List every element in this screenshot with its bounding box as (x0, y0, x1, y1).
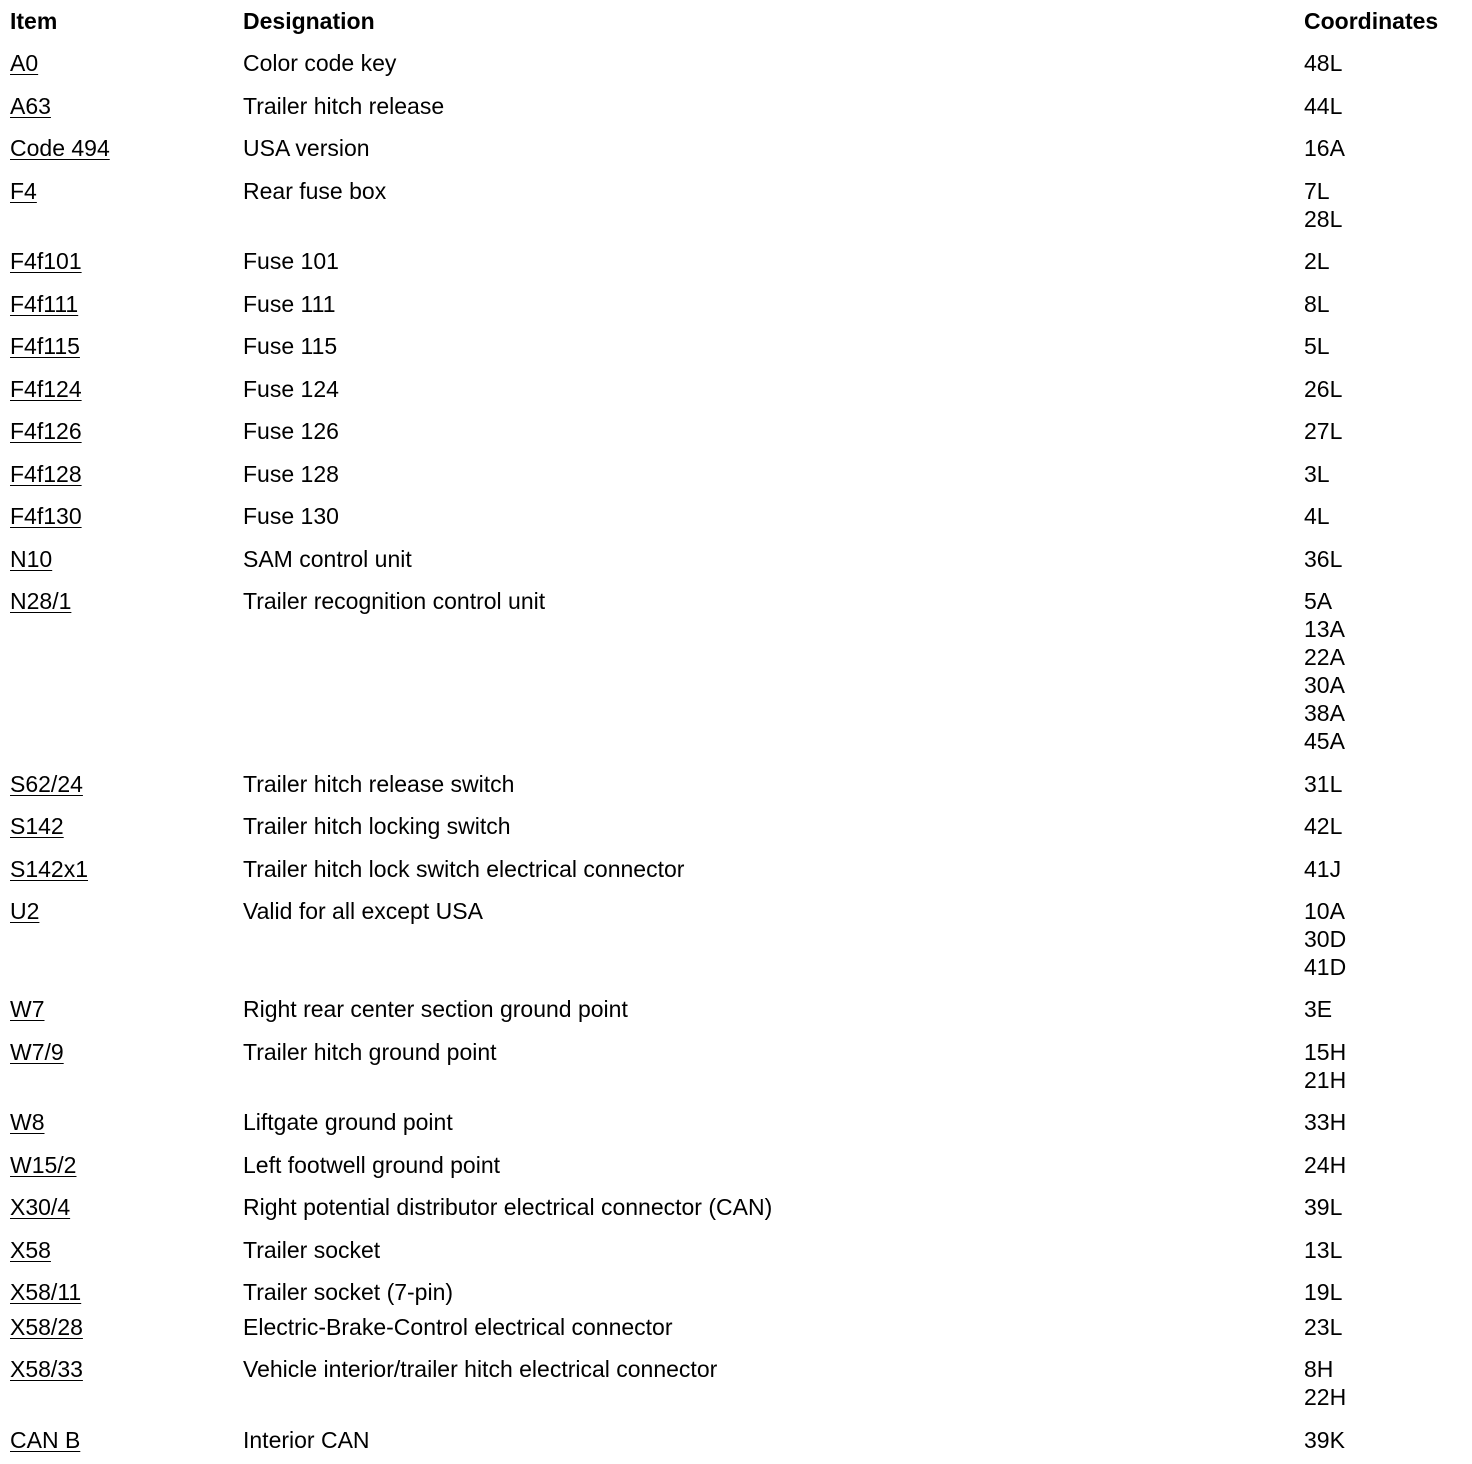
coordinates-cell (1304, 1108, 1346, 1136)
designation-text: Fuse 130 (243, 503, 339, 529)
item-link[interactable]: W7 (10, 996, 45, 1022)
coordinate-value: 22H (1304, 1384, 1347, 1410)
item-link[interactable]: X58/33 (10, 1356, 83, 1382)
coordinates-cell (1304, 770, 1342, 798)
designation-text: Trailer hitch lock switch electrical connector (243, 856, 685, 882)
item-link[interactable]: W8 (10, 1109, 45, 1135)
coordinate-value: 4L (1304, 503, 1330, 529)
designation-text: Interior CAN (243, 1427, 370, 1453)
designation-text: Trailer hitch ground point (243, 1039, 497, 1065)
coordinate-value: 45A (1304, 728, 1345, 754)
designation-text: Fuse 101 (243, 248, 339, 274)
item-link[interactable]: F4f128 (10, 461, 82, 487)
coordinate-value: 27L (1304, 418, 1343, 444)
item-link[interactable]: X58 (10, 1237, 51, 1263)
coordinate-value: 8L (1304, 291, 1330, 317)
coordinate-value: 8H (1304, 1356, 1334, 1382)
coordinate-value: 5L (1304, 333, 1330, 359)
coordinates-cell (1304, 587, 1345, 755)
coordinate-value: 3L (1304, 461, 1330, 487)
coordinates-cell (1304, 332, 1330, 360)
coordinate-value: 30D (1304, 926, 1347, 952)
coordinate-value: 38A (1304, 700, 1345, 726)
item-link[interactable]: W15/2 (10, 1152, 77, 1178)
coordinate-value: 44L (1304, 93, 1343, 119)
coordinate-value: 42L (1304, 813, 1343, 839)
coordinates-cell (1304, 1038, 1346, 1094)
coordinate-value: 41D (1304, 954, 1347, 980)
coordinate-value: 22A (1304, 644, 1345, 670)
designation-text: Trailer socket (7-pin) (243, 1279, 454, 1305)
designation-text: Trailer hitch release (243, 93, 445, 119)
coordinates-cell (1304, 375, 1342, 403)
designation-text: Electric-Brake-Control electrical connector (243, 1314, 673, 1340)
item-link[interactable]: F4f130 (10, 503, 82, 529)
designation-text: USA version (243, 135, 370, 161)
coordinate-value: 21H (1304, 1067, 1347, 1093)
coordinate-value: 19L (1304, 1279, 1343, 1305)
designation-text: Fuse 111 (243, 291, 336, 317)
coordinates-cell (1304, 1278, 1342, 1306)
designation-text: Trailer socket (243, 1237, 381, 1263)
designation-text: Valid for all except USA (243, 898, 483, 924)
item-link[interactable]: U2 (10, 898, 40, 924)
coordinate-value: 39L (1304, 1194, 1343, 1220)
coordinate-value: 48L (1304, 50, 1343, 76)
coordinates-cell (1304, 502, 1330, 530)
coordinates-cell (1304, 49, 1342, 77)
item-link[interactable]: A0 (10, 50, 39, 76)
coordinate-value: 7L (1304, 178, 1330, 204)
item-link[interactable]: F4f111 (10, 291, 79, 317)
coordinate-value: 26L (1304, 376, 1343, 402)
designation-text: Vehicle interior/trailer hitch electrical connector (243, 1356, 718, 1382)
item-link[interactable]: X58/28 (10, 1314, 83, 1340)
coordinate-value: 28L (1304, 206, 1343, 232)
item-link[interactable]: CAN B (10, 1427, 81, 1453)
item-link[interactable]: F4f115 (10, 333, 80, 359)
item-link[interactable]: S62/24 (10, 771, 83, 797)
coordinate-value: 15H (1304, 1039, 1347, 1065)
coordinates-cell (1304, 1151, 1346, 1179)
coordinate-value: 16A (1304, 135, 1345, 161)
item-link[interactable]: N28/1 (10, 588, 72, 614)
designation-text: Left footwell ground point (243, 1152, 501, 1178)
item-link[interactable]: W7/9 (10, 1039, 64, 1065)
header-item: Item (10, 8, 58, 34)
designation-text: SAM control unit (243, 546, 412, 572)
designation-text: Trailer hitch release switch (243, 771, 515, 797)
coordinate-value: 31L (1304, 771, 1343, 797)
coordinate-value: 30A (1304, 672, 1345, 698)
designation-text: Trailer hitch locking switch (243, 813, 511, 839)
coordinates-cell (1304, 897, 1346, 981)
coordinate-value: 5A (1304, 588, 1333, 614)
coordinate-value: 36L (1304, 546, 1343, 572)
designation-text: Trailer recognition control unit (243, 588, 546, 614)
designation-text: Right potential distributor electrical connector (CAN) (243, 1194, 773, 1220)
item-link[interactable]: F4f126 (10, 418, 82, 444)
coordinates-cell (1304, 855, 1341, 883)
coordinate-value: 39K (1304, 1427, 1345, 1453)
coordinates-cell (1304, 1426, 1345, 1454)
header-designation: Designation (243, 8, 375, 34)
coordinates-cell (1304, 1193, 1342, 1221)
coordinates-cell (1304, 545, 1342, 573)
item-link[interactable]: F4f124 (10, 376, 82, 402)
coordinates-cell (1304, 177, 1342, 233)
coordinates-cell (1304, 92, 1342, 120)
designation-text: Rear fuse box (243, 178, 387, 204)
item-link[interactable]: F4f101 (10, 248, 82, 274)
item-link[interactable]: X30/4 (10, 1194, 71, 1220)
designation-text: Fuse 115 (243, 333, 338, 359)
item-link[interactable]: S142 (10, 813, 64, 839)
item-link[interactable]: S142x1 (10, 856, 89, 882)
item-link[interactable]: A63 (10, 93, 51, 119)
coordinate-value: 13A (1304, 616, 1345, 642)
coordinate-value: 33H (1304, 1109, 1347, 1135)
designation-text: Fuse 124 (243, 376, 339, 402)
item-link[interactable]: N10 (10, 546, 53, 572)
item-link[interactable]: F4 (10, 178, 37, 204)
coordinates-cell (1304, 1355, 1346, 1411)
header-coordinates: Coordinates (1304, 8, 1439, 34)
coordinate-value: 41J (1304, 856, 1342, 882)
coordinate-value: 13L (1304, 1237, 1343, 1263)
coordinates-cell (1304, 812, 1342, 840)
item-link[interactable]: Code 494 (10, 135, 110, 161)
coordinates-cell (1304, 134, 1345, 162)
coordinates-cell (1304, 995, 1332, 1023)
coordinate-value: 3E (1304, 996, 1333, 1022)
coordinates-cell (1304, 290, 1330, 318)
coordinates-cell (1304, 1313, 1342, 1341)
designation-text: Fuse 128 (243, 461, 339, 487)
coordinates-cell (1304, 1236, 1342, 1264)
designation-text: Fuse 126 (243, 418, 339, 444)
coordinates-cell (1304, 417, 1342, 445)
designation-text: Right rear center section ground point (243, 996, 628, 1022)
item-link[interactable]: X58/11 (10, 1279, 82, 1305)
coordinate-value: 23L (1304, 1314, 1343, 1340)
coordinate-value: 2L (1304, 248, 1330, 274)
coordinate-value: 24H (1304, 1152, 1347, 1178)
designation-text: Color code key (243, 50, 397, 76)
coordinate-value: 10A (1304, 898, 1345, 924)
coordinates-cell (1304, 460, 1330, 488)
coordinates-cell (1304, 247, 1330, 275)
designation-text: Liftgate ground point (243, 1109, 453, 1135)
